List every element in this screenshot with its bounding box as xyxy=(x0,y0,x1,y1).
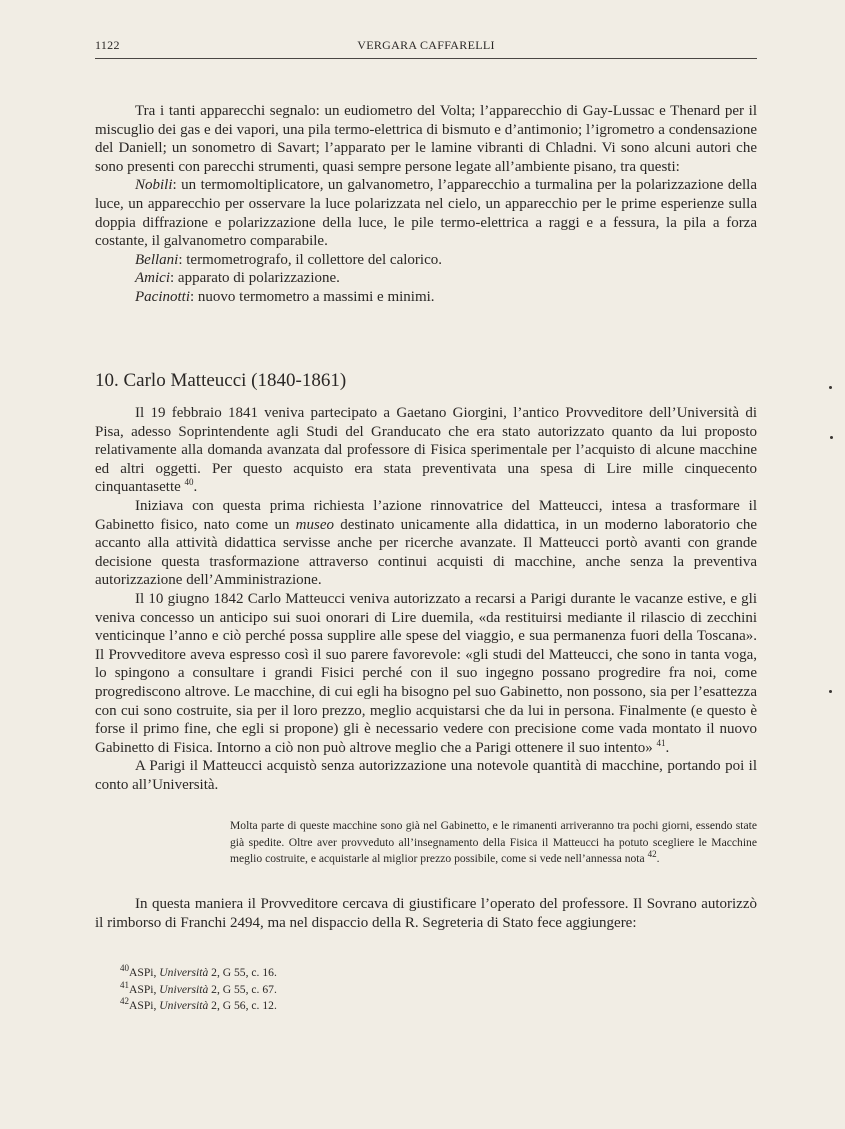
paragraph-text: Iniziava con questa prima richiesta l’azione rinnovatrice del Matteucci, intesa a trasformare il Gabinetto fisico, nato come un xyxy=(95,497,757,533)
quote-text: Molta parte di queste macchine sono già nel Gabinetto, e le rimanenti arriveranno tra pochi giorni, essendo state già spedite. Oltre aver provveduto all’insegnamento della Fisica il Matteucci ha potuto scegliere le Macchine meglio costruite, e acquistarle al miglior prezzo possibile, come si vede nell’annessa nota xyxy=(230,819,757,866)
footnote-text: 2, G 56, c. 12. xyxy=(208,999,277,1012)
block-quote xyxy=(230,818,757,868)
author-text: : termometrografo, il collettore del calorico. xyxy=(178,251,442,268)
intro-paragraph: Tra i tanti apparecchi segnalo: un eudiometro del Volta; l’apparecchio di Gay-Lussac e Thenard per il miscuglio dei gas e dei vapori, una pila termo-elettrica di bismuto e d’antimonio; l’igrometro a condensazione del Daniell; un sonometro di Savart; l’apparato per le lamine vibranti di Chladni. Vi sono alcuni autori che sono presenti con parecchi strumenti, quasi sempre persone legate all’ambiente pisano, tra questi: xyxy=(95,103,757,175)
footnote-text: ASPi, xyxy=(129,999,160,1012)
scan-speck xyxy=(830,436,833,439)
author-item-pacinotti xyxy=(95,288,757,307)
footnote-text: ASPi, xyxy=(129,966,160,979)
footnote-41 xyxy=(120,979,620,999)
footnote-ref: 41 xyxy=(656,737,666,748)
author-name: Pacinotti xyxy=(135,288,190,305)
paragraph-4: A Parigi il Matteucci acquistò senza autorizzazione una notevole quantità di macchine, portando poi il conto all’Università. xyxy=(95,758,757,793)
quote-end: . xyxy=(656,852,660,866)
footnote-number: 40 xyxy=(120,963,129,974)
footnote-emphasis: Università xyxy=(159,982,209,996)
author-text: : apparato di polarizzazione. xyxy=(170,270,340,287)
paragraph-1 xyxy=(95,404,757,497)
footnote-ref: 40 xyxy=(184,477,194,488)
emphasis: museo xyxy=(295,516,334,533)
author-item-bellani xyxy=(95,251,757,270)
footnote-text: 2, G 55, c. 16. xyxy=(208,966,277,979)
intro-block xyxy=(95,102,757,307)
paragraph-text: Il 19 febbraio 1841 veniva partecipato a Gaetano Giorgini, l’antico Provveditore dell’Università di Pisa, adesso Soprintendente agli Studi del Granducato che era stato autorizzato quanto da lui proposto relativamente alla domanda avanzata dal professore di Fisica sperimentale per l’acquisto di alcune macchine ed altri oggetti. Per questo acquisto era stata preventivata una spesa di Lire mille cinquecento cinquantasette xyxy=(95,405,757,496)
footnote-text: 2, G 55, c. 67. xyxy=(208,982,277,996)
footnote-ref: 42 xyxy=(647,849,657,860)
section-body xyxy=(95,404,757,794)
paragraph-end: . xyxy=(193,479,198,496)
paragraph-3 xyxy=(95,590,757,757)
author-text: : un termomoltiplicatore, un galvanometro, l’apparecchio a turmalina per la polarizzazione della luce, un apparecchio per osservare la luce polarizzata nel cielo, un apparecchio per le prime esperienze sulla doppia diffrazione e polarizzazione della luce, le pile termo-elettrica a raggi e a fessura, la pila a forza costante, il galvanometro comparabile. xyxy=(95,177,757,250)
footnote-number: 42 xyxy=(120,996,129,1007)
header-rule xyxy=(95,58,757,59)
paragraph-2 xyxy=(95,497,757,590)
author-name: Nobili xyxy=(135,177,173,194)
section-title: 10. Carlo Matteucci (1840-1861) xyxy=(95,370,347,391)
footnote-text: ASPi, xyxy=(129,982,160,996)
footnote-42 xyxy=(120,998,620,1015)
footnote-number: 41 xyxy=(120,979,129,990)
author-item-nobili xyxy=(95,176,757,250)
paragraph-text: Il 10 giugno 1842 Carlo Matteucci veniva autorizzato a recarsi a Parigi durante le vacanze estive, e gli veniva concesso un anticipo sui suoi onorari di Lire duemila, «da restituirsi mediante il rilascio di zecchini venticinque l’anno e ciò perché possa supplire alle spese del viaggio, e sua permanenza fuori della Toscana». Il Provveditore aveva espresso così il suo parere favorevole: «gli studi del Matteucci, che sono in tanta voga, lo spingono a consultare i grandi Fisici perché con il suo ingegno possano progredire fra noi, come progrediscono altrove. Le macchine, di cui egli ha bisogno pel suo Gabinetto, non possono, sia per l’esattezza con cui sono costruite, sia per il loro prezzo, meglio acquistarsi che da lui in persona. Finalmente (e questo è forse il primo fine, che egli si propone) gli è necessario vedere con precisione come vada montato il nuovo Gabinetto di Fisica. Intorno a ciò non può altrove meglio che a Parigi ottenere il suo intento» xyxy=(95,590,757,756)
author-name: Bellani xyxy=(135,251,179,268)
footnote-emphasis: Università xyxy=(159,966,209,979)
paragraph-5: In questa maniera il Provveditore cercava di giustificare l’operato del professore. Il Sovrano autorizzò il rimborso di Franchi 2494, ma nel dispaccio della R. Segreteria di Stato fece aggiungere: xyxy=(95,896,757,931)
author-name: Amici xyxy=(135,270,170,287)
author-item-amici xyxy=(95,269,757,288)
scan-speck xyxy=(829,386,832,389)
page-number: 1122 xyxy=(95,38,120,52)
footnote-40 xyxy=(120,965,620,982)
paragraph-text: destinato unicamente alla didattica, in un moderno laboratorio che accanto alla attività didattica servisse anche per ricerche avanzate. Il Matteucci portò avanti con grande decisione questa trasformazione attraverso continui acquisti di macchine, anche senza la preventiva autorizzazione dell’Amministrazione. xyxy=(95,516,757,589)
author-text: : nuovo termometro a massimi e minimi. xyxy=(190,288,435,305)
running-head: VERGARA CAFFARELLI xyxy=(357,38,495,52)
scan-speck xyxy=(829,690,832,693)
footnotes xyxy=(120,965,620,1015)
paragraph-end: . xyxy=(665,739,670,756)
closing-block xyxy=(95,895,757,932)
footnote-emphasis: Università xyxy=(159,999,209,1012)
